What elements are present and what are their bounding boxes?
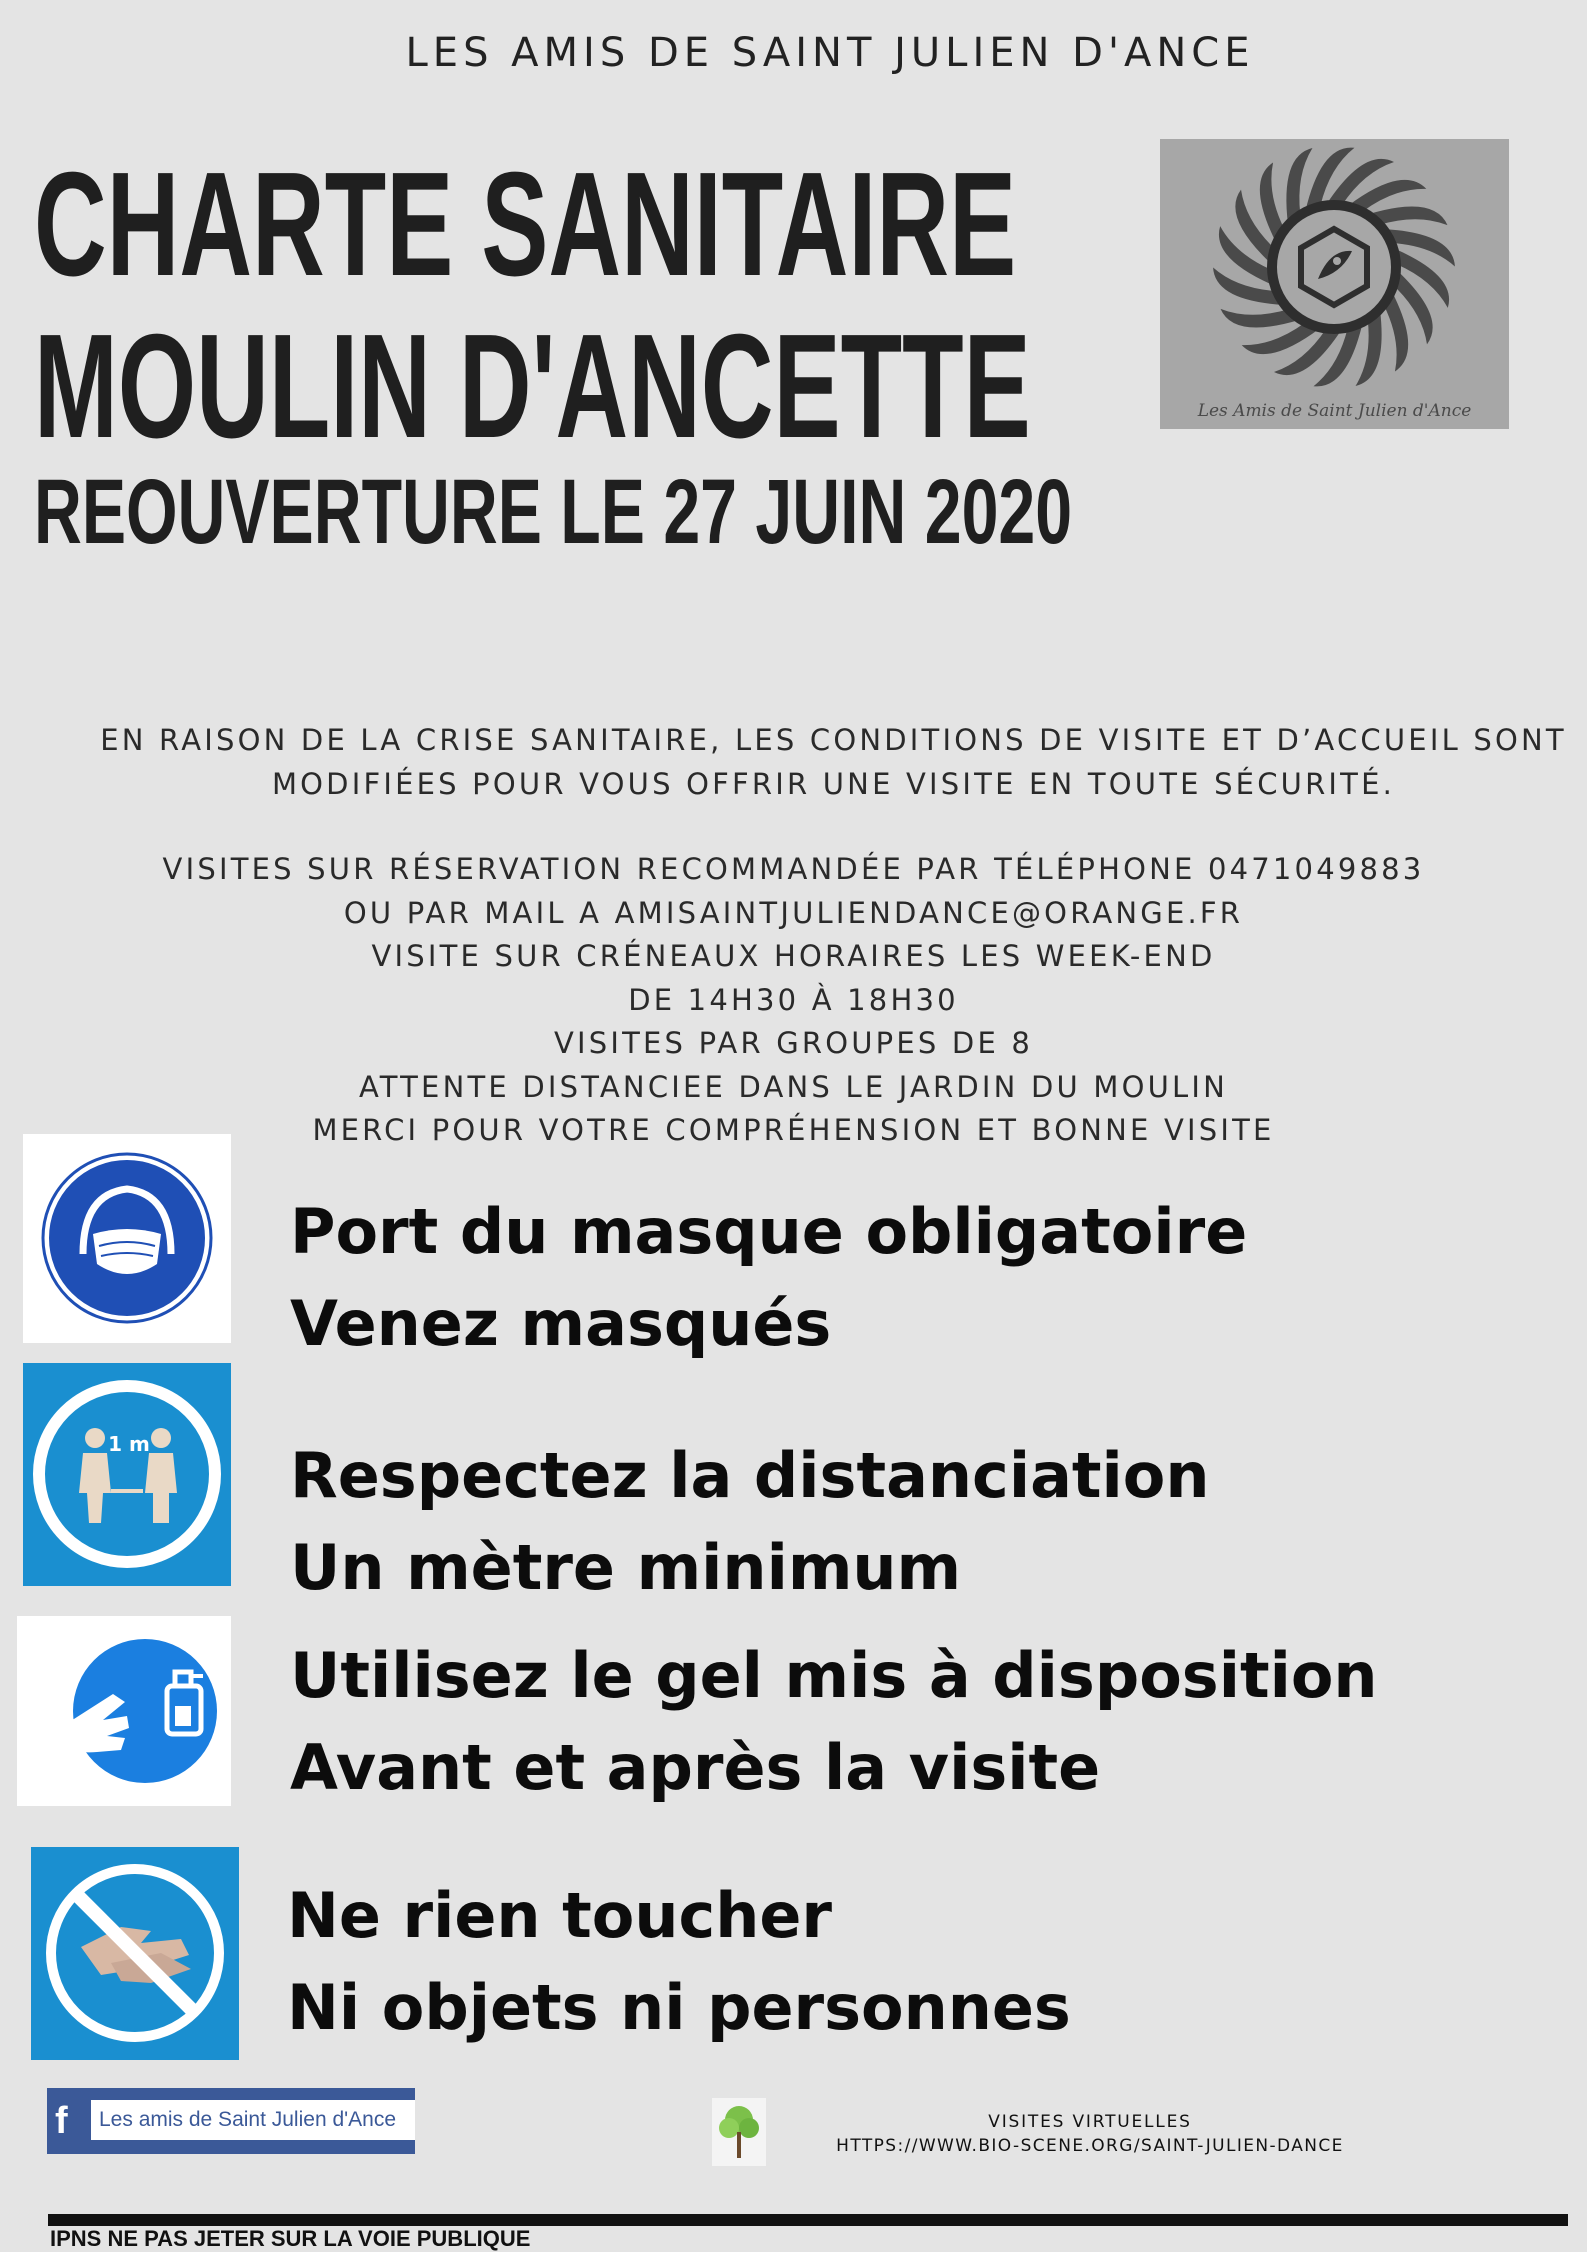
intro-text (40, 719, 1587, 806)
rule-gel-line1: Utilisez le gel mis à disposition (290, 1639, 1378, 1712)
rule-notouch-line1: Ne rien toucher (287, 1879, 833, 1952)
no-touch-icon (31, 1847, 239, 2060)
rule-mask-line1: Port du masque obligatoire (290, 1195, 1248, 1268)
intro-line: EN RAISON DE LA CRISE SANITAIRE, LES CONDITIONS DE VISITE ET D’ACCUEIL SONT (100, 723, 1567, 757)
rule-distance-line2: Un mètre minimum (290, 1531, 962, 1604)
info-line: MERCI POUR VOTRE COMPRÉHENSION ET BONNE VISITE (312, 1113, 1275, 1147)
facebook-badge[interactable] (47, 2088, 415, 2154)
main-title-line2: MOULIN D'ANCETTE (34, 304, 1031, 469)
logo-caption: Les Amis de Saint Julien d'Ance (1197, 401, 1472, 421)
association-name: LES AMIS DE SAINT JULIEN D'ANCE (405, 30, 1255, 76)
virtual-visits-label: VISITES VIRTUELLES (988, 2112, 1192, 2132)
rule-mask-line2: Venez masqués (290, 1287, 832, 1360)
info-line: VISITES SUR RÉSERVATION RECOMMANDÉE PAR TÉLÉPHONE 0471049883 (162, 852, 1425, 886)
info-line: ATTENTE DISTANCIEE DANS LE JARDIN DU MOULIN (358, 1069, 1229, 1104)
main-title-line1: CHARTE SANITAIRE (34, 142, 1017, 307)
ipns-notice: IPNS NE PAS JETER SUR LA VOIE PUBLIQUE (50, 2226, 531, 2251)
facebook-page-name: Les amis de Saint Julien d'Ance (91, 2100, 415, 2140)
info-line: OU PAR MAIL A AMISAINTJULIENDANCE@ORANGE.FR (343, 895, 1244, 930)
rule-distance-line1: Respectez la distanciation (290, 1439, 1210, 1512)
rule-notouch-line2: Ni objets ni personnes (287, 1971, 1071, 2044)
info-line: VISITE SUR CRÉNEAUX HORAIRES LES WEEK-END (371, 939, 1216, 973)
info-line: VISITES PAR GROUPES DE 8 (553, 1026, 1034, 1060)
hand-sanitizer-icon (17, 1616, 231, 1806)
facebook-icon: f (55, 2100, 68, 2142)
rule-gel-line2: Avant et après la visite (290, 1731, 1101, 1804)
footer-divider (48, 2214, 1568, 2226)
tree-icon (712, 2098, 766, 2166)
sun-mill-logo-icon (1160, 139, 1509, 399)
info-line: DE 14H30 À 18H30 (628, 982, 959, 1017)
distancing-icon (23, 1363, 231, 1586)
intro-line: MODIFIÉES POUR VOUS OFFRIR UNE VISITE EN TOUTE SÉCURITÉ. (271, 766, 1396, 801)
association-logo (1160, 139, 1509, 429)
reopening-date: REOUVERTURE LE 27 JUIN 2020 (34, 461, 1073, 563)
face-mask-icon (23, 1134, 231, 1343)
virtual-visits-link[interactable]: HTTPS://WWW.BIO-SCENE.ORG/SAINT-JULIEN-DANCE (836, 2136, 1344, 2156)
visit-info (0, 848, 1587, 1153)
distance-label: 1 m (108, 1432, 150, 1456)
